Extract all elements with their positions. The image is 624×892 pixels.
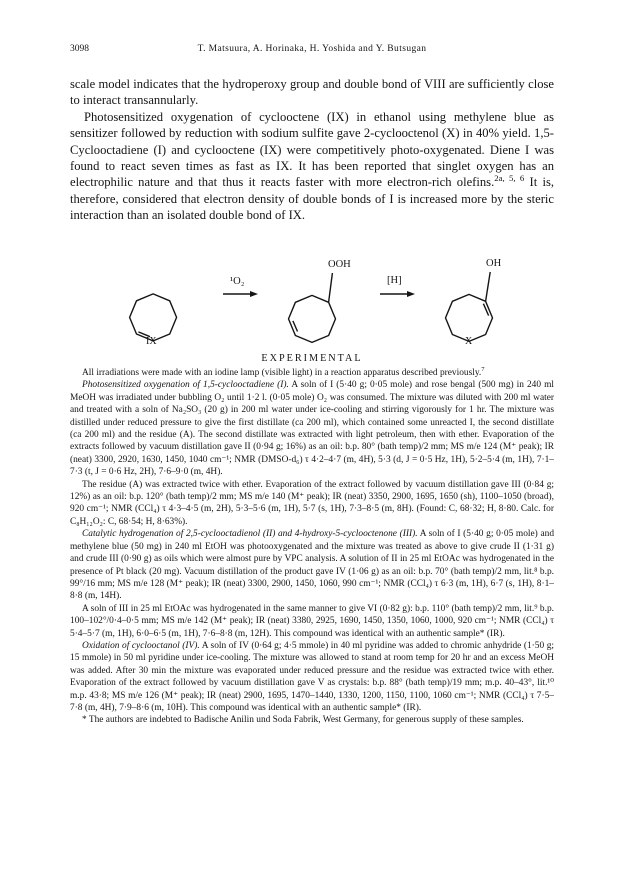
ooh-bond (329, 273, 333, 302)
exp-paragraph-4 (70, 528, 554, 602)
exp-paragraph-6 (70, 640, 554, 714)
experimental-heading: EXPERIMENTAL (261, 353, 363, 364)
oh-bond (486, 272, 491, 301)
intro-p2-text-b: It is, therefore, considered that electron density of double bonds of I is increased more by the steric interaction than an isolated double bond of IX. (70, 175, 554, 223)
arrow-1-head (250, 291, 258, 297)
running-authors: T. Matsuura, A. Horinaka, H. Yoshida and Y. Butsugan (197, 44, 427, 54)
exp-paragraph-2 (70, 379, 554, 478)
exp-paragraph-5: A soln of III in 25 ml EtOAc was hydrogenated in the same manner to give VI (0·82 g): b.p. 110° (bath temp)/2 mm, lit.⁹ b.p. 100–102°/0·4–0·5 mm; MS m/e 142 (M⁺ peak); IR (neat) 3380, 2925, 1690, 1450, 1350, 1060, 1000, 920 cm⁻¹; NMR (CCl₄) τ 5·4–5·7 (m, 1H), 6·0–6·5 (m, 1H), 7·6–8·8 (m, 12H). This compound was identical with an authentic sample* (IR). (70, 603, 554, 639)
compound-label-x: X (465, 336, 473, 347)
hydroperoxide-ring (289, 295, 336, 342)
intro-p2-text-a: Photosensitized oxygenation of cyclooctene (IX) in ethanol using methylene blue as sensitizer followed by reduction with sodium sulfite gave 2-cyclooctenol (X) in 40% yield. 1,5-Cyclooctadiene (I) and cyclooctene (IX) were competitively photo-oxygenated. Diene I was found to react seven times as fast as IX. It has been reported that singlet oxygen has an electrophilic nature and that thus it reacts faster with more electron-rich olefins. (70, 109, 554, 190)
intro-text (70, 76, 554, 224)
reagent-singlet-oxygen: ¹O₂ (230, 276, 245, 287)
reaction-scheme-drawing (70, 258, 554, 348)
arrow-2-head (407, 291, 415, 297)
cyclooctenol-ring (446, 294, 493, 341)
group-oh: OH (486, 258, 502, 269)
exp-p1-text: All irradiations were made with an iodine lamp (visible light) in a reaction apparatus described previously. (82, 368, 482, 378)
intro-paragraph-2 (70, 109, 554, 224)
experimental-section (70, 367, 554, 727)
exp-p6-heading: Oxidation of cyclooctanol (IV). (82, 640, 200, 651)
reagent-reduction: [H] (387, 275, 402, 286)
exp-p2-heading: Photosensitized oxygenation of 1,5-cyclooctadiene (I). (82, 380, 289, 391)
intro-paragraph-1: scale model indicates that the hydroperoxy group and double bond of VIII are sufficiently close to interact transannularly. (70, 77, 554, 108)
exp-p4-text: A soln of I (5·40 g; 0·05 mole) and methylene blue (50 mg) in 240 ml EtOH was photooxygenated and the mixture was treated as above to give crude II (1·31 g) and crude III (0·90 g) as oils which were almost pure by VPC analysis. A solution of II in 25 ml EtOAc was hydrogenated in the presence of Pt black (20 mg). Vacuum distillation of the product gave IV (1·06 g) as an oil: b.p. 70° (bath temp)/2 mm, lit.⁸ b.p. 99°/16 mm; MS m/e 128 (M⁺ peak); IR (neat) 3300, 2900, 1450, 1060, 990 cm⁻¹; NMR (CCl₄) τ 6·3 (m, 1H), 6·7 (s, 1H), 8·1–8·8 (m, 14H). (70, 529, 555, 602)
group-ooh: OOH (328, 259, 351, 270)
page-number: 3098 (70, 44, 89, 54)
exp-p2-text: A soln of I (5·40 g; 0·05 mole) and rose bengal (500 mg) in 240 ml MeOH was irradiated under bubbling O₂ until 1·2 l. (0·05 mole) O₂ was consumed. The mixture was diluted with 200 ml water and treated with a soln of Na₂SO₃ (20 g) in 200 ml water under ice-cooling and stirring vigorously for 1 hr. The mixture was distilled under reduced pressure to give the first distillate (ca 200 ml), which contained some unreacted I, the second distillate (ca 200 ml) and the residue (A). The second distillate was extracted with light petroleum, then with ether. Evaporation of the extracts followed by vacuum distillation gave II (0·94 g; 16%) as an oil: b.p. 80° (bath temp)/2 mm; MS m/e 124 (M⁺ peak); IR (neat) 3300, 2920, 1630, 1450, 1040 cm⁻¹; NMR (DMSO-d₆) τ 4·2–4·7 (m, 4H), 5·3 (d, J = 0·5 Hz, 1H), 5·2–5·4 (m, 1H), 7·1–7·3 (t, J = 0·6 Hz, 2H), 7·6–9·0 (m, 4H). (70, 380, 554, 478)
exp-p1-citation: 7 (481, 365, 485, 373)
reaction-scheme (70, 258, 554, 348)
exp-p6-text: A soln of IV (0·64 g; 4·5 mmole) in 40 ml pyridine was added to chromic anhydride (1·50 g; 15 mmole) in 50 ml pyridine under ice-cooling. The mixture was allowed to stand at room temp for 20 hr and an excess MeOH was added. After 30 min the mixture was evaporated under reduced pressure and the residue was extracted twice with ether. Evaporation of the extract followed by vacuum distillation gave V as crystals: b.p. 88° (bath temp)/19 mm; m.p. 40–43°, lit.¹⁰ m.p. 43·8; MS m/e 126 (M⁺ peak); IR (neat) 2900, 1695, 1470–1440, 1330, 1200, 1150, 1100, 1060 cm⁻¹; NMR (CCl₄) τ 7·5–7·8 (m, 4H), 7·9–8·6 (m, 10H). This compound was identical with an authentic sample* (IR). (70, 640, 555, 713)
compound-label-ix: IX (146, 336, 157, 347)
exp-paragraph-3: The residue (A) was extracted twice with ether. Evaporation of the extract followed by vacuum distillation gave III (0·84 g; 12%) as an oil: b.p. 120° (bath temp)/2 mm; MS m/e 140 (M⁺ peak); IR (neat) 3350, 2900, 1695, 1650 (sh), 1100–1050 (broad), 920 cm⁻¹; NMR (CCl₄) τ 4·3–4·5 (m, 2H), 5·3–5·6 (m, 1H), 5·7 (s, 1H), 7·3–8·5 (m, 8H). (Found: C, 68·32; H, 8·80. Calc. for C₈H₁₂O₂: C, 68·54; H, 8·63%). (70, 479, 554, 527)
exp-p4-heading: Catalytic hydrogenation of 2,5-cyclooctadienol (II) and 4-hydroxy-5-cyclooctenone (III). (82, 529, 418, 540)
intro-p2-citation: 2a, 5, 6 (494, 173, 525, 184)
running-header (70, 44, 554, 60)
cyclooctene-ring (130, 294, 177, 341)
footnote: * The authors are indebted to Badische Anilin und Soda Fabrik, West Germany, for generous supply of these samples. (82, 715, 524, 726)
exp-paragraph-1 (70, 367, 554, 379)
